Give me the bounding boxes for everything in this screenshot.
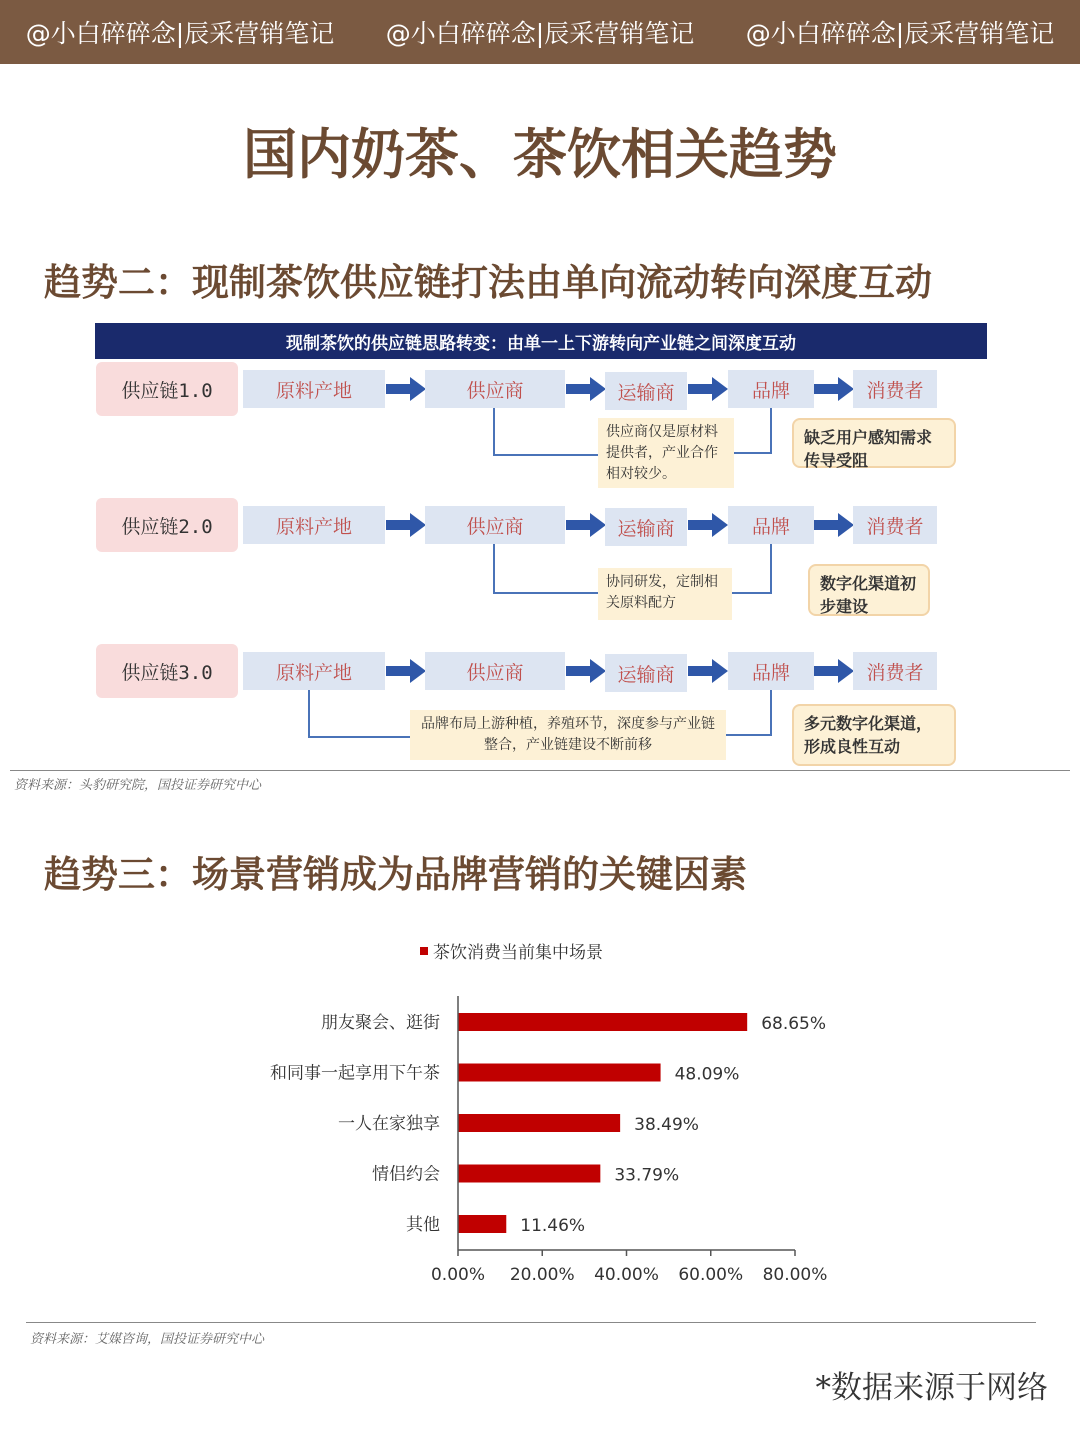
arrow-right-icon (566, 513, 606, 537)
result-box: 缺乏用户感知需求传导受阻 (792, 418, 956, 468)
category-label: 一人在家独享 (338, 1114, 440, 1134)
category-label: 情侣约会 (372, 1164, 440, 1185)
legend-label: 茶饮消费当前集中场景 (433, 943, 603, 963)
x-tick-label: 0.00% (430, 1265, 486, 1285)
watermark-text: @小白碎碎念|辰采营销笔记 (745, 19, 1055, 48)
x-tick-label: 80.00% (762, 1265, 828, 1285)
note-box: 供应商仅是原材料提供者，产业合作相对较少。 (598, 418, 734, 488)
divider (26, 1322, 1036, 1323)
bar (458, 1165, 600, 1183)
arrow-right-icon (814, 377, 854, 401)
arrow-right-icon (688, 659, 728, 683)
arrow-right-icon (814, 659, 854, 683)
connector-line (726, 690, 772, 736)
node-origin: 原料产地 (243, 370, 385, 408)
watermark-banner (0, 0, 1080, 64)
chain-label: 供应链2.0 (96, 498, 238, 552)
bar (458, 1215, 506, 1233)
footer-note: *数据来源于网络 (815, 1370, 1048, 1406)
trend3-title: 趋势三：场景营销成为品牌营销的关键因素 (44, 853, 747, 896)
page-title: 国内奶茶、茶饮相关趋势 (243, 123, 837, 186)
note-box: 协同研发，定制相关原料配方 (598, 568, 732, 620)
node-consumer: 消费者 (853, 370, 937, 408)
node-consumer: 消费者 (853, 652, 937, 690)
connector-line (493, 408, 598, 456)
node-transporter: 运输商 (605, 508, 687, 546)
data-label: 38.49% (634, 1115, 699, 1135)
node-brand: 品牌 (728, 652, 814, 690)
arrow-right-icon (566, 659, 606, 683)
source-note: 资料来源：艾媒咨询，国投证券研究中心 (30, 1332, 265, 1347)
source-note: 资料来源：头豹研究院，国投证券研究中心 (14, 778, 262, 793)
connector-line (493, 544, 598, 594)
bar (458, 1114, 620, 1132)
watermark-text: @小白碎碎念|辰采营销笔记 (25, 19, 335, 48)
node-supplier: 供应商 (425, 370, 565, 408)
category-label: 其他 (406, 1215, 440, 1235)
arrow-right-icon (688, 513, 728, 537)
trend2-title: 趋势二：现制茶饮供应链打法由单向流动转向深度互动 (44, 261, 932, 304)
chain-label: 供应链3.0 (96, 644, 238, 698)
connector-line (734, 408, 772, 454)
node-transporter: 运输商 (605, 372, 687, 410)
node-origin: 原料产地 (243, 652, 385, 690)
x-tick-label: 60.00% (678, 1265, 744, 1285)
category-label: 朋友聚会、逛街 (321, 1013, 440, 1033)
arrow-right-icon (814, 513, 854, 537)
data-label: 68.65% (761, 1014, 827, 1034)
node-brand: 品牌 (728, 370, 814, 408)
watermark-text: @小白碎碎念|辰采营销笔记 (385, 19, 695, 48)
divider (10, 770, 1070, 771)
bar (458, 1013, 747, 1031)
figure-header: 现制茶饮的供应链思路转变：由单一上下游转向产业链之间深度互动 (95, 323, 987, 359)
arrow-right-icon (386, 659, 426, 683)
node-origin: 原料产地 (243, 506, 385, 544)
node-supplier: 供应商 (425, 506, 565, 544)
connector-line (308, 690, 410, 738)
x-tick-label: 40.00% (594, 1265, 659, 1285)
node-consumer: 消费者 (853, 506, 937, 544)
node-transporter: 运输商 (605, 654, 687, 692)
chain-label: 供应链1.0 (96, 362, 238, 416)
data-label: 33.79% (614, 1165, 680, 1186)
supply-chain-row-3 (0, 644, 1080, 704)
node-brand: 品牌 (728, 506, 814, 544)
x-tick-label: 20.00% (509, 1265, 575, 1285)
data-label: 11.46% (520, 1216, 586, 1236)
node-supplier: 供应商 (425, 652, 565, 690)
arrow-right-icon (386, 513, 426, 537)
result-box: 多元数字化渠道，形成良性互动 (792, 704, 956, 766)
arrow-right-icon (688, 377, 728, 401)
arrow-right-icon (566, 377, 606, 401)
bar-chart (0, 930, 1080, 1310)
data-label: 48.09% (674, 1064, 740, 1085)
category-label: 和同事一起享用下午茶 (270, 1063, 440, 1084)
note-box: 品牌布局上游种植，养殖环节，深度参与产业链整合，产业链建设不断前移 (410, 710, 726, 760)
result-box: 数字化渠道初步建设 (808, 564, 930, 616)
arrow-right-icon (386, 377, 426, 401)
connector-line (732, 544, 772, 594)
bar (458, 1064, 661, 1082)
legend-swatch (420, 947, 428, 955)
